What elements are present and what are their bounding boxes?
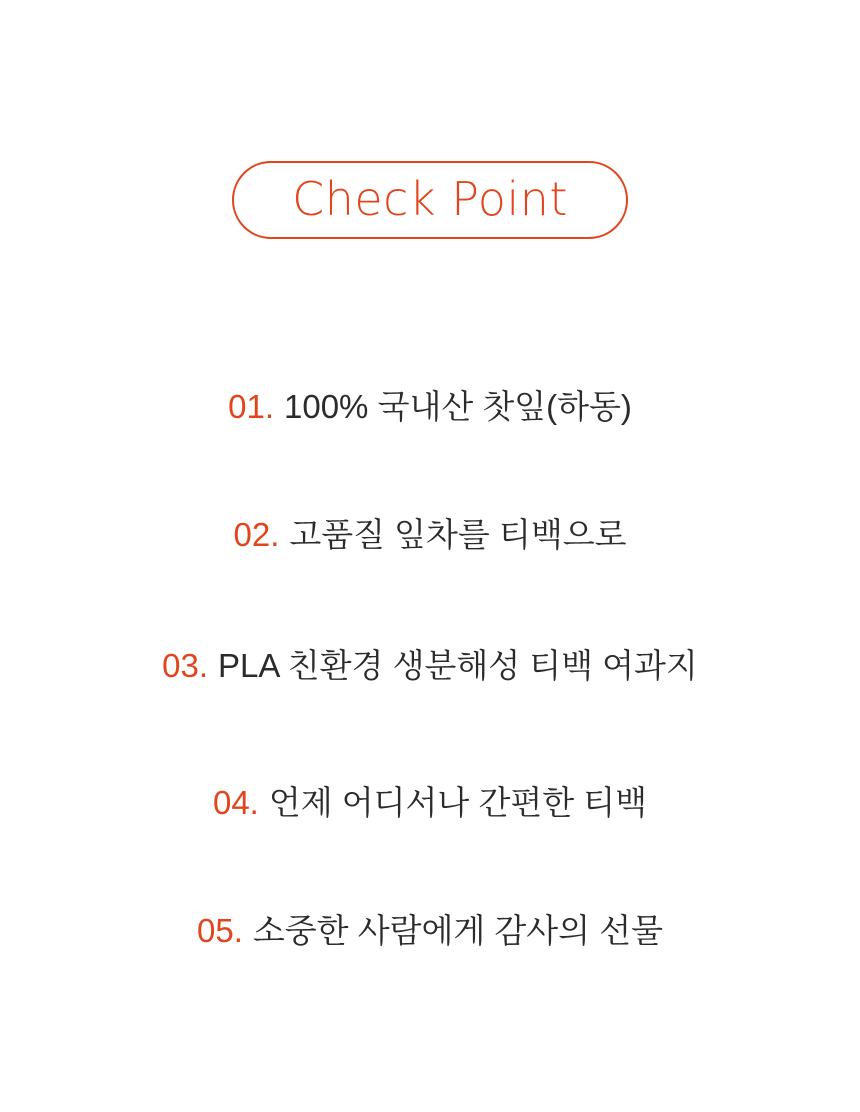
item-number: 04. xyxy=(212,784,259,821)
check-point-title: Check Point xyxy=(292,172,568,226)
item-number: 03. xyxy=(162,647,209,684)
item-text: 언제 어디서나 간편한 티백 xyxy=(268,784,648,821)
check-point-item-1 xyxy=(0,387,860,427)
check-point-badge xyxy=(232,161,628,239)
item-text: PLA 친환경 생분해성 티백 여과지 xyxy=(218,647,698,684)
check-point-item-5 xyxy=(0,911,860,951)
item-text: 100% 국내산 찻잎(하동) xyxy=(284,388,632,425)
check-point-item-2 xyxy=(0,515,860,555)
item-number: 02. xyxy=(233,516,280,553)
check-point-item-4 xyxy=(0,783,860,823)
item-text: 소중한 사람에게 감사의 선물 xyxy=(252,912,663,949)
item-text: 고품질 잎차를 티백으로 xyxy=(289,516,627,553)
item-number: 05. xyxy=(197,912,243,949)
check-point-item-3 xyxy=(0,646,860,686)
item-number: 01. xyxy=(228,388,274,425)
